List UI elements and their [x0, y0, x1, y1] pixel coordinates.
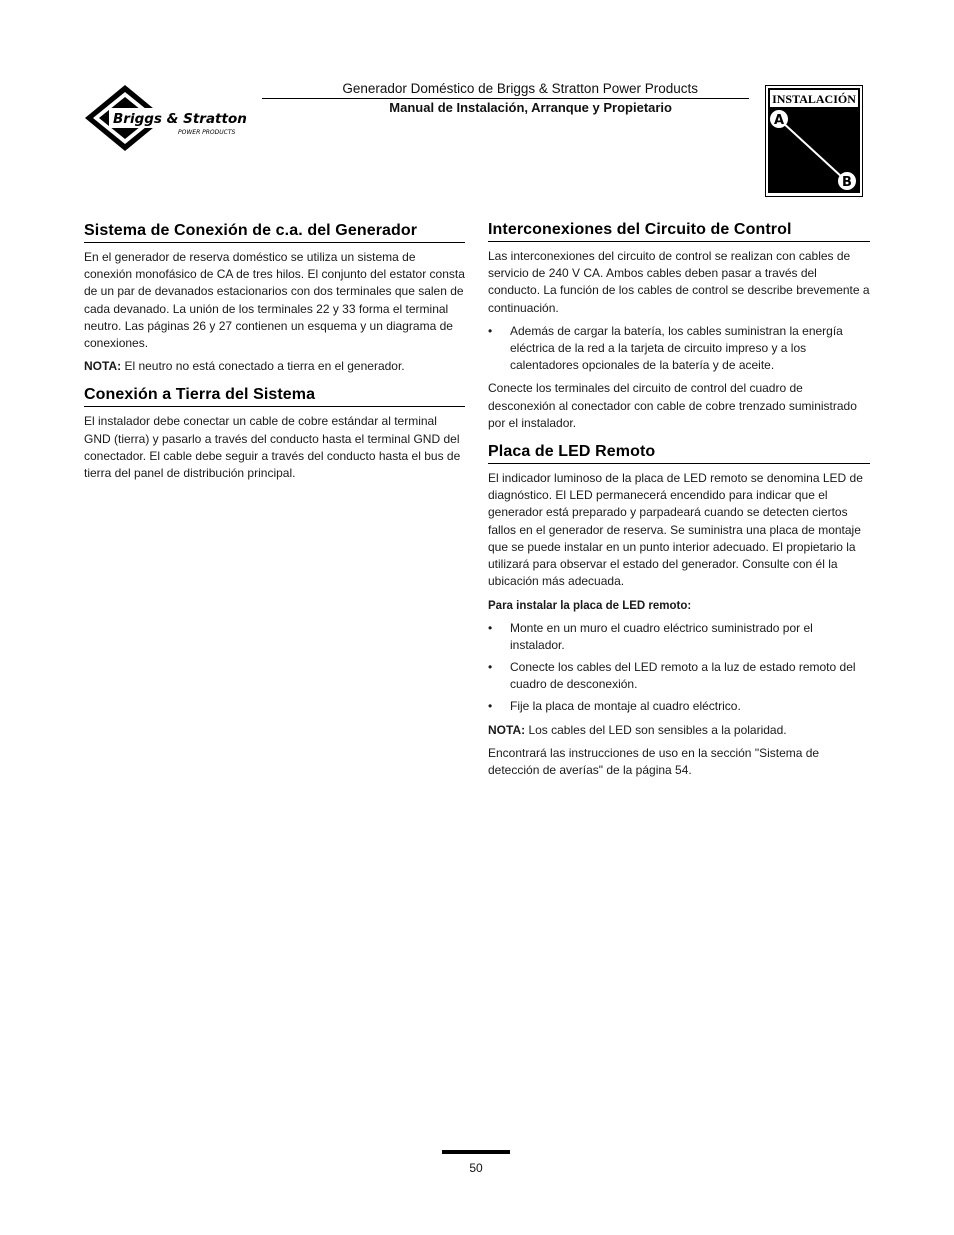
brand-sub: POWER PRODUCTS — [178, 129, 236, 136]
page-number: 50 — [469, 1161, 483, 1175]
paragraph: Encontrará las instrucciones de uso en la sección "Sistema de detección de averías" de la página 54. — [488, 745, 820, 778]
right-column — [488, 219, 870, 788]
list-item: • Además de cargar la batería, los cables suministran la energía eléctrica de la red a la tarjeta de circuito impreso y a los calentadores opcionales de la batería y de aceite. — [488, 323, 870, 375]
paragraph: El instalador debe conectar un cable de cobre estándar al terminal GND (tierra) y pasarlo a través del conducto hasta el terminal GND del conectador. El cable debe seguir a través del conducto hasta el bus de tierra del panel de distribución principal. — [84, 414, 461, 481]
header-title: Generador Doméstico de Briggs & Stratton Power Products — [342, 81, 698, 96]
section-title-control-circuit: Interconexiones del Circuito de Control — [488, 219, 870, 242]
badge-label-b: B — [842, 175, 852, 190]
paragraph: El indicador luminoso de la placa de LED remoto se denomina LED de diagnóstico. El LED permanecerá encendido para indicar que el generador está preparado y parpadeará cuando se detecten ciertos fallos en el generador de reserva. Se suministra una placa de montaje que se puede instalar en un punto interior adecuado. El propietario la utilizará para observar el estado del generador. Consulte con él la ubicación más adecuada. — [488, 471, 863, 589]
section-ac-connection — [84, 220, 465, 375]
note-text: El neutro no está conectado a tierra en el generador. — [121, 359, 405, 374]
left-column — [84, 220, 465, 491]
badge-title: INSTALACIÓN — [772, 92, 856, 106]
paragraph: Las interconexiones del circuito de control se realizan con cables de servicio de 240 V CA. Ambos cables deben pasar a través del conducto. La función de los cables de control se describe brevemente a continuación. — [488, 249, 870, 315]
note — [84, 358, 465, 375]
bullet-list — [488, 323, 870, 375]
note-label: NOTA: — [488, 722, 526, 737]
section-title-remote-led: Placa de LED Remoto — [488, 441, 870, 464]
section-title-ac-connection: Sistema de Conexión de c.a. del Generador — [84, 220, 465, 243]
list-item: • Fije la placa de montaje al cuadro eléctrico. — [488, 698, 870, 715]
note-label: NOTA: — [84, 359, 122, 374]
paragraph: Conecte los terminales del circuito de control del cuadro de desconexión al conectador con cable de cobre trenzado suministrado por el instalador. — [488, 381, 857, 430]
badge-label-a: A — [773, 113, 785, 128]
page-number-bar — [442, 1150, 510, 1154]
installation-badge — [765, 85, 863, 197]
section-title-ground-connection: Conexión a Tierra del Sistema — [84, 384, 465, 407]
list-item: • Monte en un muro el cuadro eléctrico suministrado por el instalador. — [488, 620, 870, 654]
note-text: Los cables del LED son sensibles a la polaridad. — [525, 722, 787, 737]
paragraph: En el generador de reserva doméstico se utiliza un sistema de conexión monofásico de CA de tres hilos. El conjunto del estator consta de un par de devanados estacionarios con dos terminales que salen de cada devanado. La unión de los terminales 22 y 33 forma el terminal neutro. Las páginas 26 y 27 contienen un esquema y un diagrama de conexiones. — [84, 250, 465, 351]
note — [488, 722, 870, 739]
section-remote-led — [488, 441, 870, 779]
briggs-stratton-logo — [83, 83, 253, 153]
section-ground-connection — [84, 384, 465, 482]
brand-name: Briggs & Stratton — [113, 111, 247, 127]
bullet-list — [488, 620, 870, 716]
header-rule — [262, 98, 749, 99]
list-item: • Conecte los cables del LED remoto a la luz de estado remoto del cuadro de desconexión. — [488, 659, 870, 693]
subheading: Para instalar la placa de LED remoto: — [488, 600, 692, 613]
header-subtitle: Manual de Instalación, Arranque y Propietario — [389, 100, 672, 115]
section-control-circuit — [488, 219, 870, 432]
